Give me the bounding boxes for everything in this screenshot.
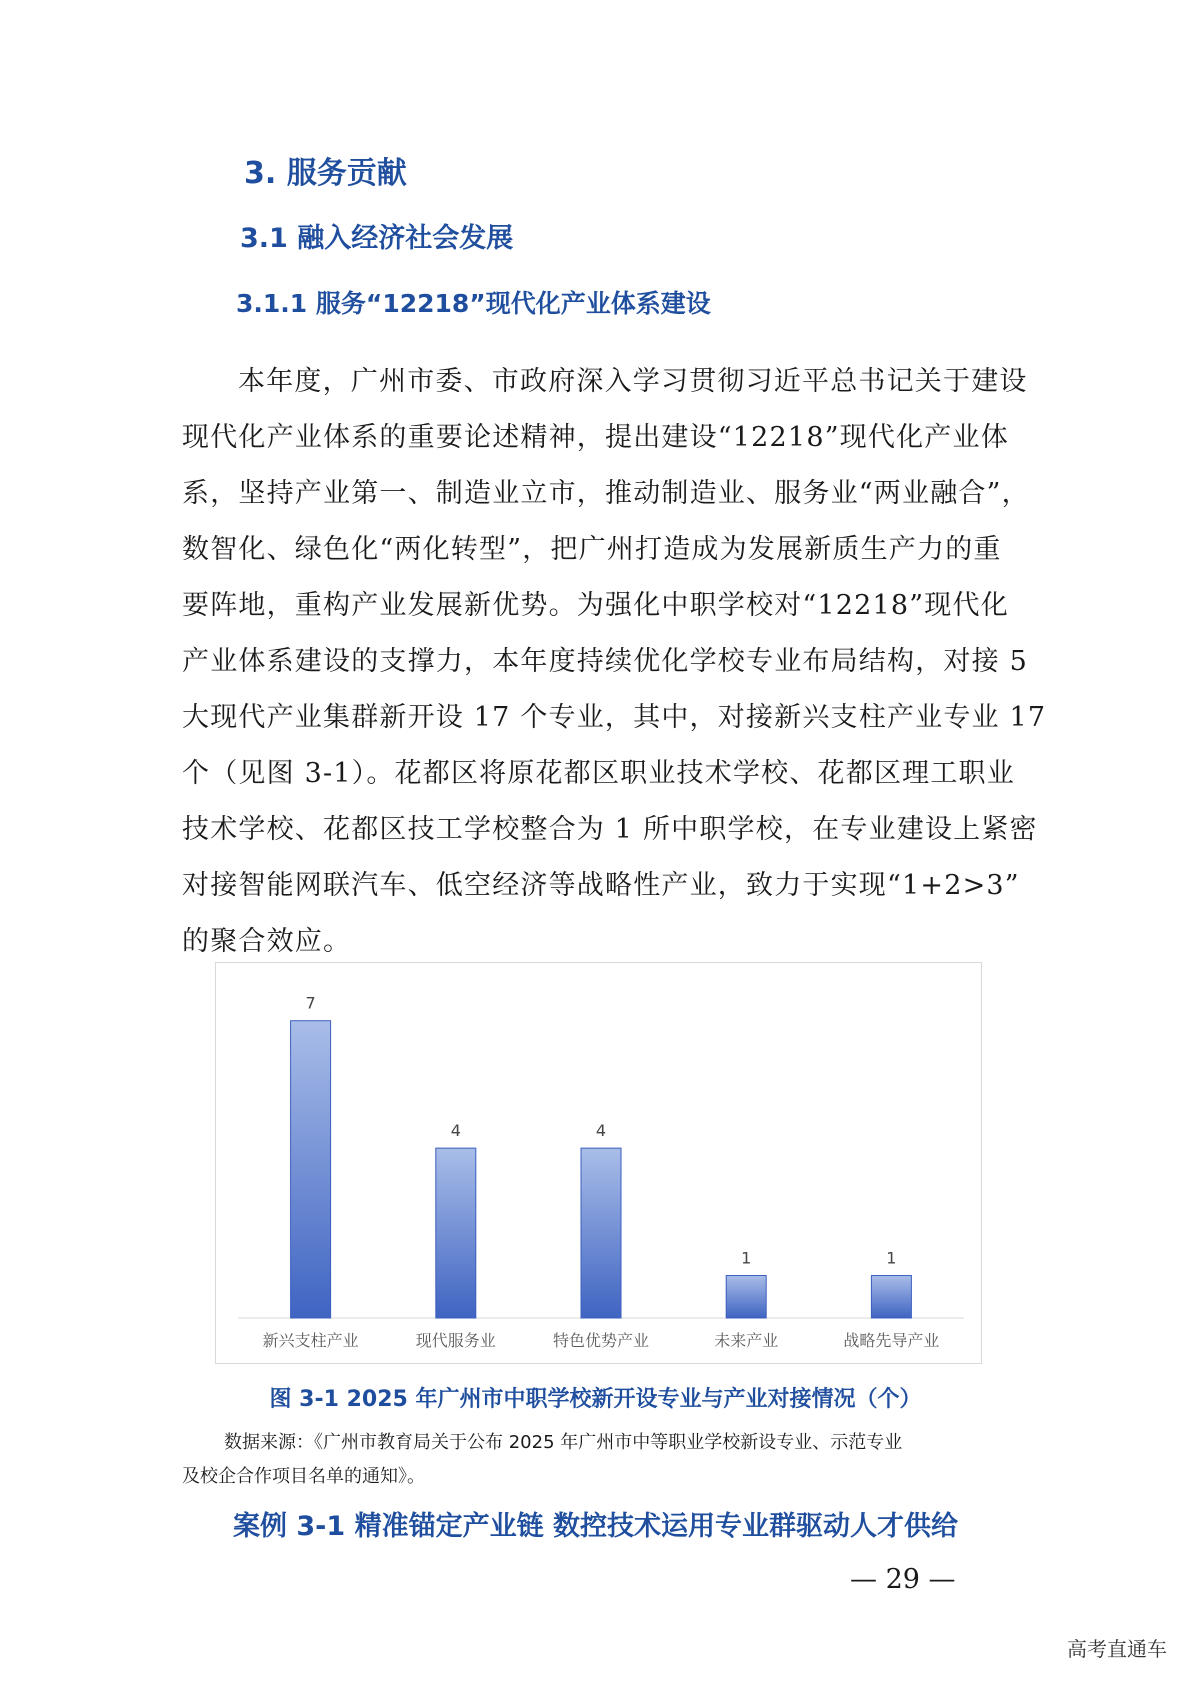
category-label: 特色优势产业 bbox=[552, 1331, 650, 1350]
data-label: 7 bbox=[305, 993, 316, 1013]
data-label: 4 bbox=[595, 1121, 607, 1141]
body-paragraph bbox=[182, 354, 1047, 970]
paragraph-line: 本年度，广州市委、市政府深入学习贯彻习近平总书记关于建设 bbox=[238, 366, 1028, 397]
category-label: 未来产业 bbox=[714, 1331, 779, 1350]
paragraph-line: 的聚合效应。 bbox=[182, 926, 352, 957]
data-label: 4 bbox=[450, 1121, 461, 1141]
bar bbox=[436, 1148, 476, 1318]
bar bbox=[726, 1276, 766, 1318]
category-label: 新兴支柱产业 bbox=[262, 1331, 359, 1350]
paragraph-line: 技术学校、花都区技工学校整合为 1 所中职学校，在专业建设上紧密 bbox=[182, 814, 1038, 845]
paragraph-line: 要阵地，重构产业发展新优势。为强化中职学校对“12218”现代化 bbox=[182, 590, 1009, 621]
bar bbox=[871, 1276, 911, 1318]
paragraph-line: 对接智能网联汽车、低空经济等战略性产业，致力于实现“1+2>3” bbox=[182, 870, 1020, 901]
paragraph-line: 个（见图 3-1）。花都区将原花都区职业技术学校、花都区理工职业 bbox=[182, 758, 1015, 789]
paragraph-line: 产业体系建设的支撑力，本年度持续优化学校专业布局结构，对接 5 bbox=[182, 646, 1028, 677]
data-label: 1 bbox=[886, 1248, 897, 1268]
bar bbox=[581, 1148, 621, 1318]
subsubsection-heading: 3.1.1 服务“12218”现代化产业体系建设 bbox=[236, 289, 711, 318]
data-source-note bbox=[182, 1426, 1012, 1494]
source-line: 数据来源：《广州市教育局关于公布 2025 年广州市中等职业学校新设专业、示范专业 bbox=[224, 1432, 903, 1453]
watermark-text: 高考直通车 bbox=[1067, 1637, 1167, 1661]
paragraph-line: 现代化产业体系的重要论述精神，提出建设“12218”现代化产业体 bbox=[182, 422, 1009, 453]
category-label: 战略先导产业 bbox=[843, 1331, 940, 1350]
paragraph-line: 数智化、绿色化“两化转型”，把广州打造成为发展新质生产力的重 bbox=[182, 534, 1002, 565]
page-number: — 29 — bbox=[850, 1564, 956, 1595]
bar bbox=[291, 1021, 331, 1318]
bar-chart bbox=[215, 962, 982, 1364]
paragraph-line: 大现代产业集群新开设 17 个专业，其中，对接新兴支柱产业专业 17 bbox=[182, 702, 1047, 733]
section-heading: 3. 服务贡献 bbox=[244, 156, 407, 191]
case-title: 案例 3-1 精准锚定产业链 数控技术运用专业群驱动人才供给 bbox=[233, 1511, 958, 1542]
figure-caption: 图 3-1 2025 年广州市中职学校新开设专业与产业对接情况（个） bbox=[269, 1387, 922, 1412]
source-line: 及校企合作项目名单的通知》。 bbox=[182, 1466, 425, 1487]
bar-chart-svg bbox=[216, 963, 981, 1363]
data-label: 1 bbox=[741, 1248, 752, 1268]
subsection-heading: 3.1 融入经济社会发展 bbox=[240, 223, 514, 254]
category-label: 现代服务业 bbox=[415, 1331, 496, 1350]
paragraph-line: 系，坚持产业第一、制造业立市，推动制造业、服务业“两业融合”， bbox=[182, 478, 1030, 509]
